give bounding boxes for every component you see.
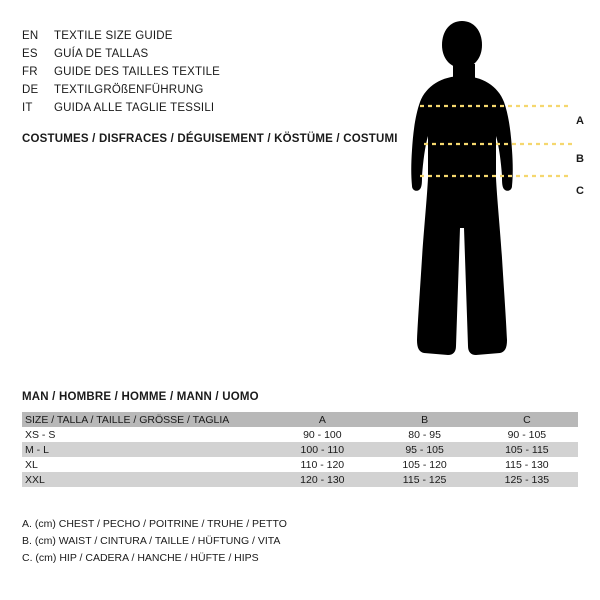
- table-row: [22, 427, 578, 442]
- cell-a: 90 - 100: [303, 428, 342, 441]
- language-code: FR: [22, 66, 38, 78]
- language-row-de: [22, 84, 422, 102]
- cell-b: 80 - 95: [408, 428, 441, 441]
- note-chest: A. (cm) CHEST / PECHO / POITRINE / TRUHE / PETTO: [22, 518, 287, 530]
- cell-size: XS - S: [25, 428, 56, 441]
- measure-label-a: A: [576, 115, 584, 127]
- size-table: [22, 412, 578, 487]
- cell-a: 110 - 120: [300, 458, 345, 471]
- language-code: IT: [22, 102, 33, 114]
- table-group-title: MAN / HOMBRE / HOMME / MANN / UOMO: [22, 391, 259, 403]
- language-text: GUÍA DE TALLAS: [54, 48, 149, 60]
- language-text: GUIDE DES TAILLES TEXTILE: [54, 66, 221, 78]
- cell-size: XL: [25, 458, 38, 471]
- header-col-b: B: [421, 413, 429, 426]
- header-col-c: C: [523, 413, 531, 426]
- measure-label-b: B: [576, 153, 584, 165]
- cell-c: 90 - 105: [507, 428, 547, 441]
- cell-c: 125 - 135: [504, 473, 550, 486]
- cell-size: XXL: [25, 473, 45, 486]
- cell-b: 95 - 105: [405, 443, 444, 456]
- cell-c: 105 - 115: [505, 443, 549, 456]
- language-code: DE: [22, 84, 39, 96]
- language-code: ES: [22, 48, 38, 60]
- table-row: [22, 472, 578, 487]
- cell-b: 105 - 120: [402, 458, 447, 471]
- measure-label-c: C: [576, 185, 584, 197]
- cell-b: 115 - 125: [402, 473, 447, 486]
- language-text: GUIDA ALLE TAGLIE TESSILI: [54, 102, 215, 114]
- measurement-lines: [400, 18, 585, 378]
- measurement-notes: [22, 516, 287, 567]
- table-row: [22, 457, 578, 472]
- language-row-es: [22, 48, 422, 66]
- cell-a: 100 - 110: [300, 443, 345, 456]
- cell-size: M - L: [25, 443, 49, 456]
- note-waist: B. (cm) WAIST / CINTURA / TAILLE / HÜFTUNG / VITA: [22, 535, 281, 547]
- table-row: [22, 442, 578, 457]
- language-text: TEXTILGRÖßENFÜHRUNG: [54, 84, 204, 96]
- note-hip: C. (cm) HIP / CADERA / HANCHE / HÜFTE / HIPS: [22, 552, 259, 564]
- table-header-row: [22, 412, 578, 427]
- language-list: [22, 30, 422, 120]
- language-row-en: [22, 30, 422, 48]
- language-text: TEXTILE SIZE GUIDE: [54, 30, 173, 42]
- header-size: SIZE / TALLA / TAILLE / GRÖSSE / TAGLIA: [25, 413, 230, 426]
- header-col-a: A: [318, 413, 326, 426]
- language-row-it: [22, 102, 422, 120]
- language-row-fr: [22, 66, 422, 84]
- language-code: EN: [22, 30, 39, 42]
- figure-illustration: [400, 18, 585, 378]
- cell-c: 115 - 130: [505, 458, 549, 471]
- costumes-subtitle: COSTUMES / DISFRACES / DÉGUISEMENT / KÖSTÜME / COSTUMI: [22, 133, 398, 145]
- cell-a: 120 - 130: [300, 473, 345, 486]
